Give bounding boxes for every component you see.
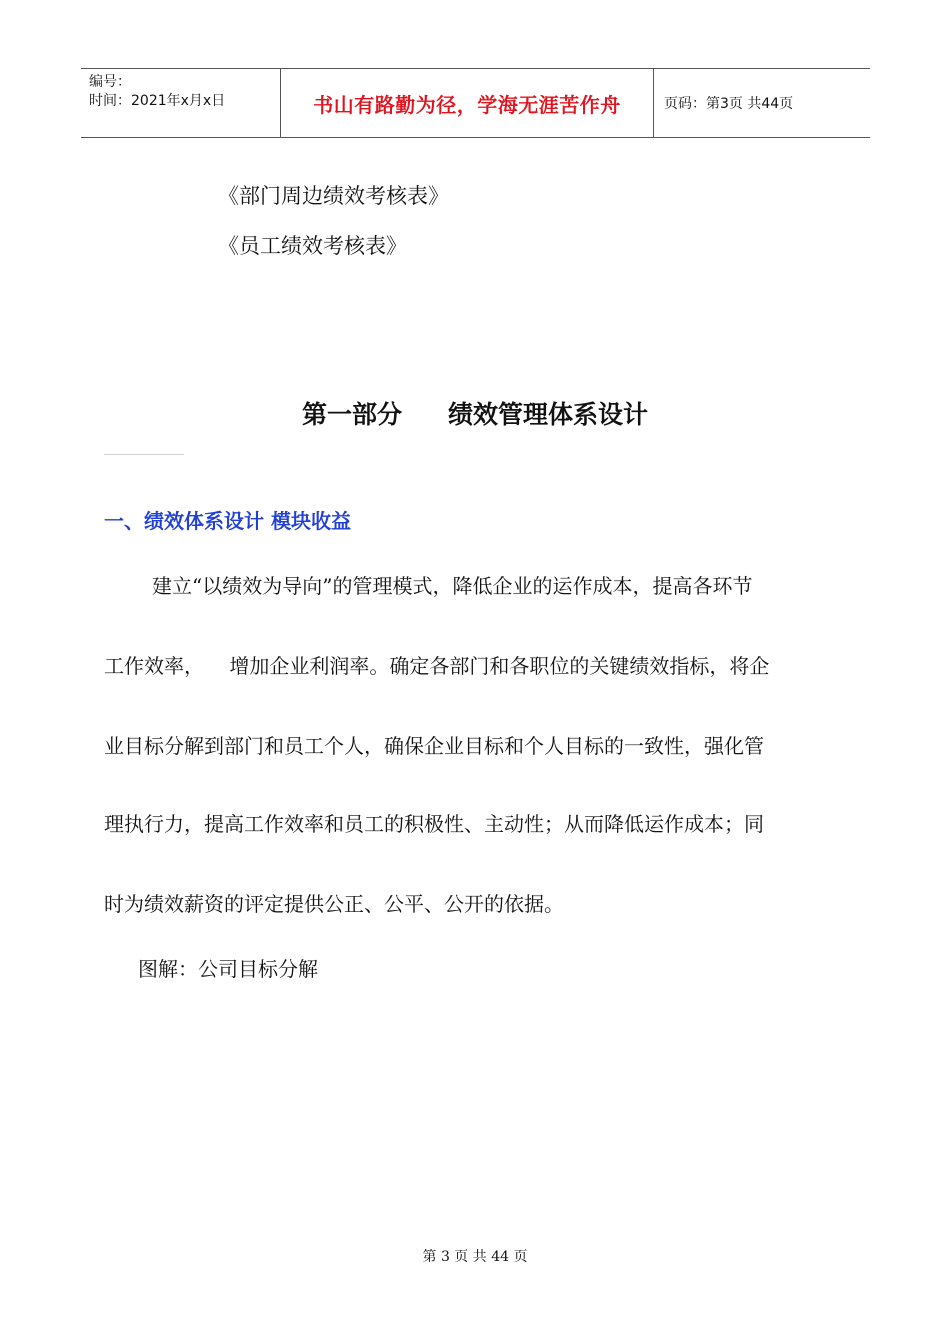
header-meta-cell [81,69,281,137]
document-number-label: 编号： [89,74,131,90]
part-name: 绩效管理体系设计 [448,400,649,429]
header-motto: 书山有路勤为径，学海无涯苦作舟 [313,92,621,117]
paragraph-line: 工作效率， 增加企业利润率。确定各部门和各职位的关键绩效指标，将企 [104,654,770,678]
header-page-info: 页码：第3页 共44页 [664,96,794,112]
figure-caption: 图解：公司目标分解 [138,957,318,981]
document-date-label: 时间：2021年x月x日 [89,93,226,109]
toc-item: 《部门周边绩效考核表》 [218,184,449,208]
header-page-info-cell [654,69,870,137]
part-title [0,395,950,431]
paragraph-line: 时为绩效薪资的评定提供公正、公平、公开的依据。 [104,892,564,916]
page-header-table [81,68,870,138]
divider [104,454,184,455]
part-label: 第一部分 [301,400,402,429]
page-footer: 第 3 页 共 44 页 [422,1249,528,1265]
paragraph-line: 理执行力，提高工作效率和员工的积极性、主动性；从而降低运作成本；同 [104,812,764,836]
toc-item: 《员工绩效考核表》 [218,234,407,258]
paragraph-line: 业目标分解到部门和员工个人，确保企业目标和个人目标的一致性，强化管 [104,734,764,758]
section-heading: 一、绩效体系设计 模块收益 [104,509,351,533]
header-motto-cell [281,69,654,137]
paragraph-line: 建立“以绩效为导向”的管理模式，降低企业的运作成本，提高各环节 [152,574,753,598]
